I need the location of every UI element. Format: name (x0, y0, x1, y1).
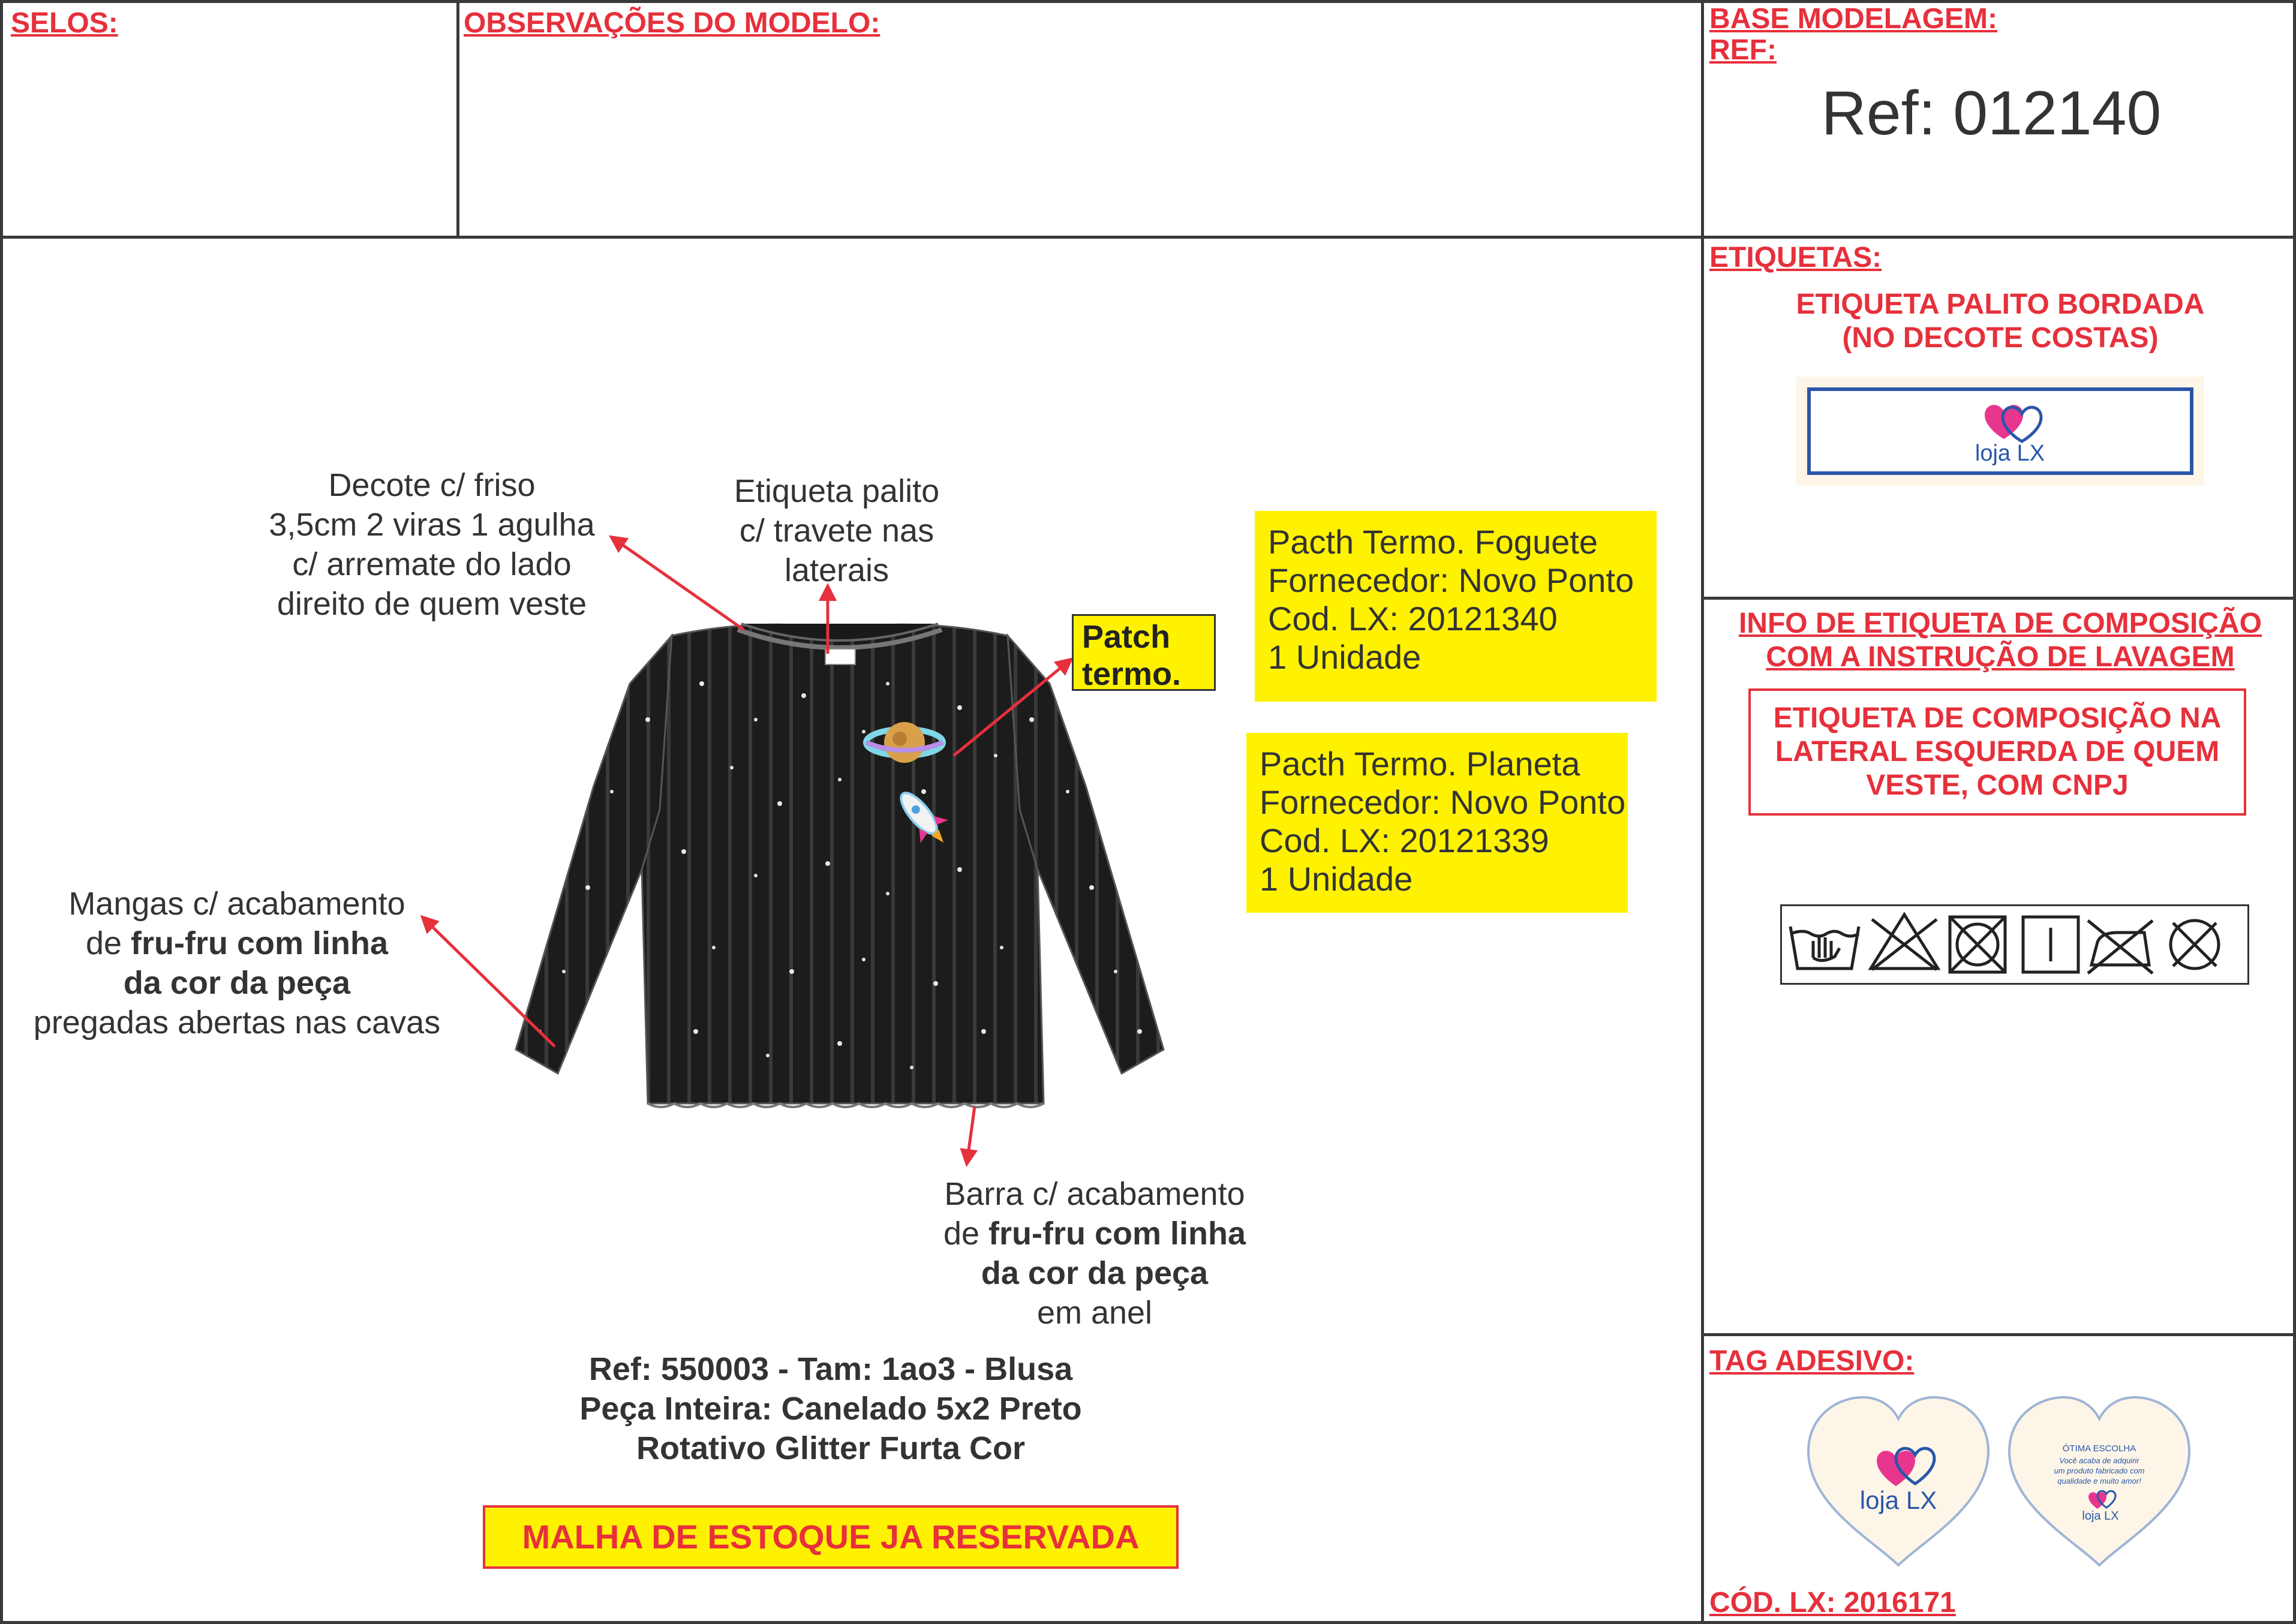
note-barra-line3: da cor da peça (981, 1255, 1209, 1291)
tag-back-line4: qualidade e muito amor! (2057, 1476, 2141, 1485)
note-decote-line1: Decote c/ friso (328, 467, 536, 503)
note-decote-line3: c/ arremate do lado (292, 546, 572, 582)
etiqueta-palito-image (1796, 377, 2204, 486)
tag-heart-front (1802, 1391, 1994, 1571)
note-barra-line4: em anel (1036, 1295, 1153, 1331)
product-line1: Ref: 550003 - Tam: 1ao3 - Blusa (588, 1351, 1073, 1387)
selos-label: SELOS: (11, 7, 118, 39)
cod-lx-value: 2016171 (1844, 1587, 1956, 1619)
stock-reserved-banner: MALHA DE ESTOQUE JA RESERVADA (483, 1505, 1179, 1569)
product-line3: Rotativo Glitter Furta Cor (636, 1430, 1026, 1466)
etiquetas-label: ETIQUETAS: (1709, 242, 1882, 273)
tag-adesivo-label: TAG ADESIVO: (1709, 1345, 1915, 1377)
note-decote-line4: direito de quem veste (277, 586, 587, 622)
base-modelagem-label: BASE MODELAGEM: (1709, 3, 1997, 35)
hand-wash-icon (1790, 927, 1859, 969)
tag-back-logo-text: loja LX (2082, 1509, 2119, 1523)
etiqueta-palito-line2: (NO DECOTE COSTAS) (1842, 322, 2159, 354)
no-iron-icon (2088, 921, 2153, 973)
patch-planeta-code: Cod. LX: 20121339 (1260, 822, 1549, 859)
composicao-box (1748, 688, 2246, 816)
no-bleach-icon (1871, 915, 1938, 970)
etiqueta-palito-border (1807, 387, 2193, 475)
info-composicao-line2: COM A INSTRUÇÃO DE LAVAGEM (1766, 641, 2235, 673)
divider-tag (1702, 1333, 2296, 1336)
cod-lx (1709, 1586, 1956, 1619)
composicao-line3: VESTE, COM CNPJ (1866, 769, 2129, 801)
product-reference (456, 1349, 1206, 1468)
note-barra-line2: de fru-fru com linha (943, 1216, 1246, 1252)
frame-bottom (0, 1621, 2296, 1624)
line-dry-icon (2023, 917, 2078, 972)
patch-foguete-name: Pacth Termo. Foguete (1268, 523, 1598, 561)
note-mangas-line1: Mangas c/ acabamento (68, 886, 405, 922)
note-etiqueta (696, 471, 978, 590)
divider-right-column (1701, 0, 1704, 1624)
ref-label: REF: (1709, 34, 1777, 66)
note-barra-line1: Barra c/ acabamento (944, 1176, 1245, 1212)
tag-front-logo-text: loja LX (1859, 1486, 1937, 1514)
ref-value: Ref: 012140 (1821, 79, 2162, 148)
no-dry-clean-icon (2171, 921, 2219, 969)
patch-planeta-box (1246, 733, 1628, 913)
divider-etiquetas (1702, 597, 2296, 600)
note-mangas-line3: da cor da peça (123, 965, 351, 1001)
patch-label-line2: termo. (1082, 656, 1182, 691)
divider-selos (456, 0, 459, 237)
note-etiqueta-line3: laterais (784, 552, 889, 588)
note-etiqueta-line2: c/ travete nas (739, 513, 934, 549)
etiqueta-palito-title (1709, 288, 2291, 355)
cod-lx-label: CÓD. LX: (1709, 1587, 1844, 1619)
note-etiqueta-line1: Etiqueta palito (734, 473, 940, 509)
patch-foguete-box (1255, 511, 1657, 702)
product-line2: Peça Inteira: Canelado 5x2 Preto (579, 1391, 1082, 1427)
note-decote (228, 465, 636, 624)
tag-back-line3: um produto fabricado com (2054, 1466, 2145, 1475)
tag-heart-back (2003, 1391, 2195, 1571)
patch-foguete-qty: 1 Unidade (1268, 638, 1422, 676)
info-composicao-title (1709, 607, 2291, 674)
frame-left (0, 0, 3, 1624)
patch-planeta-qty: 1 Unidade (1260, 860, 1413, 898)
loja-lx-logo-text: loja LX (1975, 441, 2045, 466)
composicao-line2: LATERAL ESQUERDA DE QUEM (1775, 736, 2220, 768)
patch-foguete-code: Cod. LX: 20121340 (1268, 600, 1558, 637)
patch-foguete-supplier: Fornecedor: Novo Ponto (1268, 561, 1634, 599)
info-composicao-line1: INFO DE ETIQUETA DE COMPOSIÇÃO (1738, 608, 2262, 639)
patch-planeta-supplier: Fornecedor: Novo Ponto (1260, 783, 1626, 821)
note-barra (864, 1174, 1326, 1333)
note-mangas-line4: pregadas abertas nas cavas (33, 1005, 441, 1040)
no-tumble-dry-icon (1950, 917, 2005, 972)
composicao-line1: ETIQUETA DE COMPOSIÇÃO NA (1773, 702, 2222, 734)
note-mangas (6, 884, 468, 1042)
care-symbols (1780, 904, 2249, 985)
patch-planeta-name: Pacth Termo. Planeta (1260, 745, 1580, 783)
note-mangas-line2: de fru-fru com linha (85, 925, 389, 961)
divider-header (0, 236, 2296, 239)
loja-lx-logo (1811, 391, 2190, 471)
observacoes-label: OBSERVAÇÕES DO MODELO: (464, 7, 880, 39)
patch-termo-label (1072, 614, 1216, 691)
note-decote-line2: 3,5cm 2 viras 1 agulha (269, 507, 595, 543)
etiqueta-palito-line1: ETIQUETA PALITO BORDADA (1796, 288, 2205, 320)
tag-back-line1: ÓTIMA ESCOLHA (2062, 1443, 2136, 1454)
frame-right (2293, 0, 2296, 1624)
patch-label-line1: Patch (1082, 619, 1171, 655)
tag-back-line2: Você acaba de adquirir (2059, 1456, 2139, 1465)
